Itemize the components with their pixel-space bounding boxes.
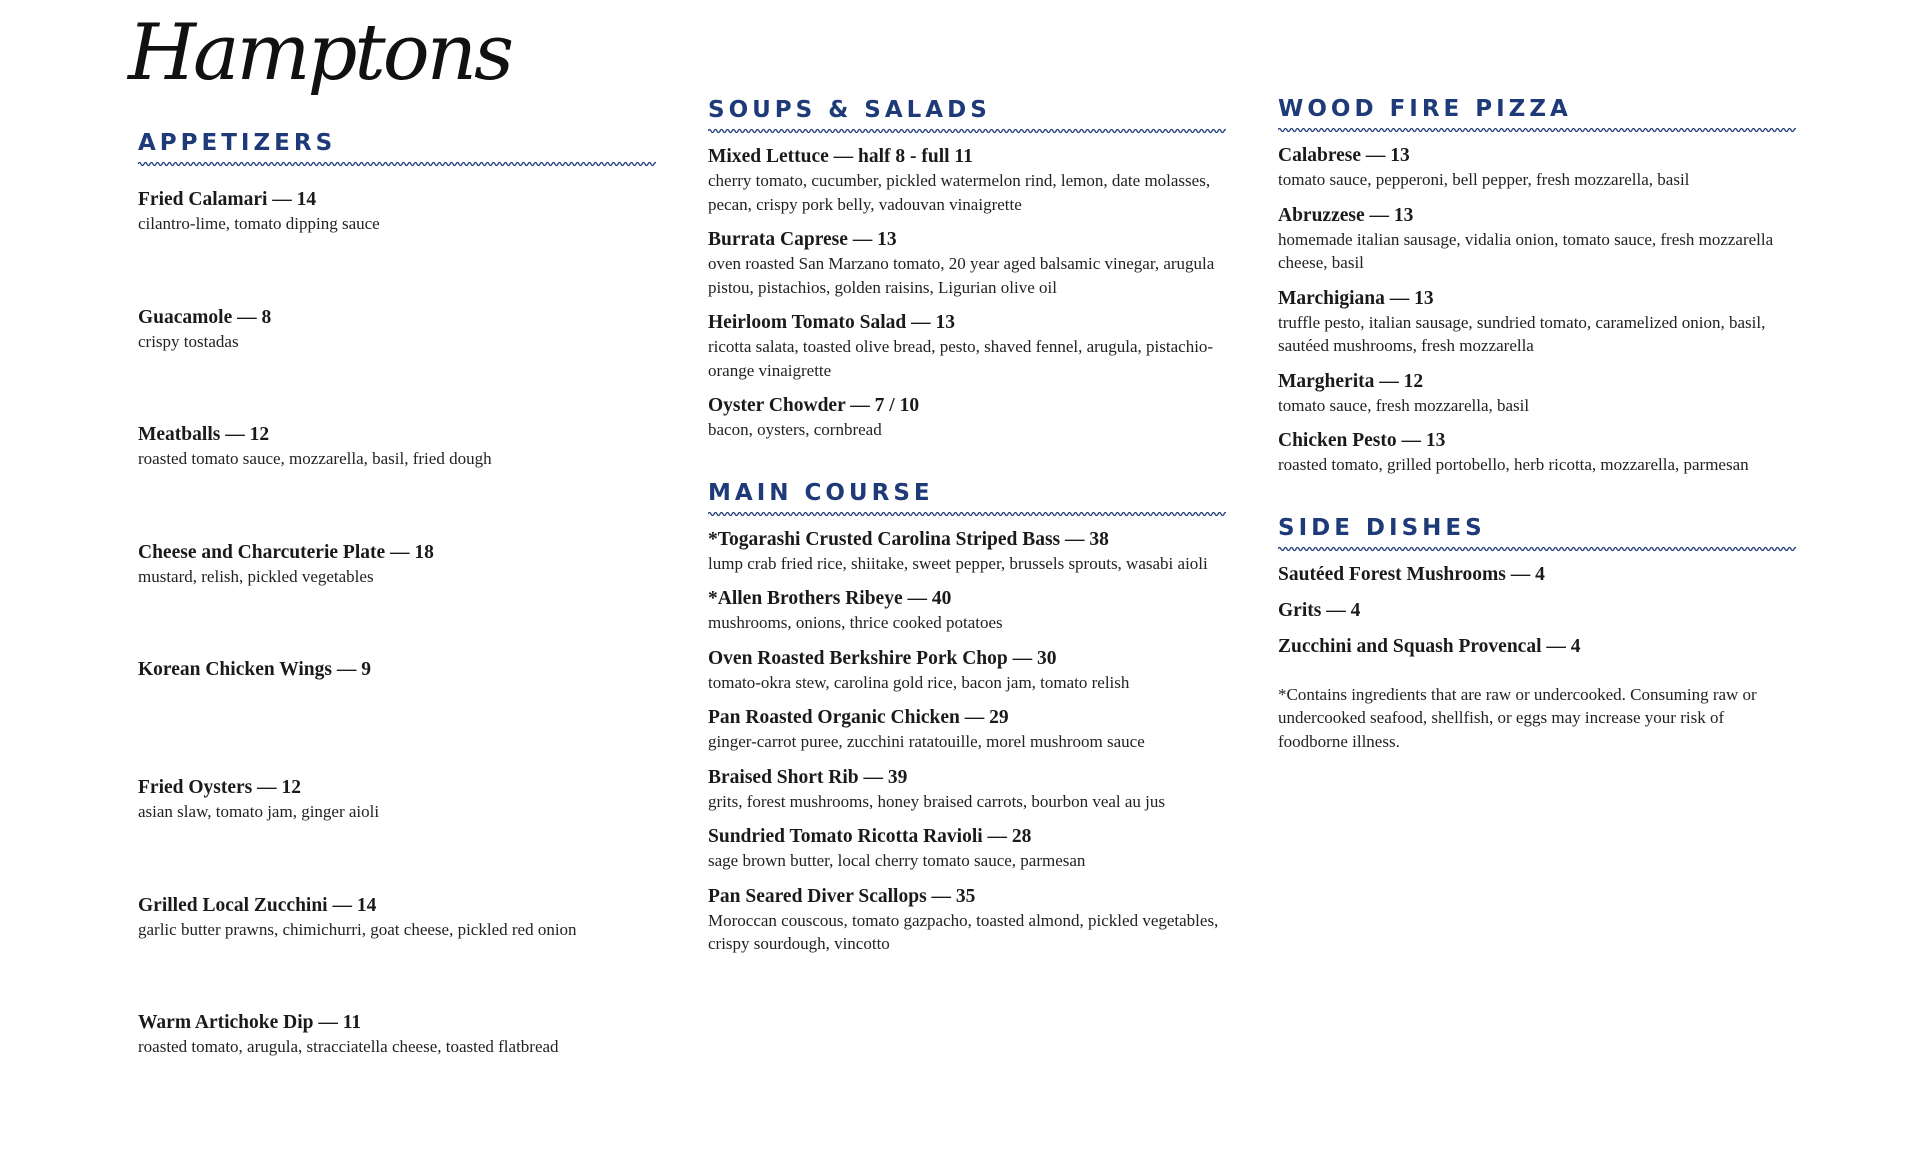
menu-item xyxy=(1278,287,1796,358)
menu-item-name: Grits — 4 xyxy=(1278,599,1361,621)
menu-items xyxy=(708,145,1226,442)
column-middle xyxy=(708,95,1226,968)
menu-item-description: oven roasted San Marzano tomato, 20 year aged balsamic vinegar, arugula pistou, pistachios, golden raisins, Ligurian olive oil xyxy=(708,254,1215,297)
menu-item-name: Sundried Tomato Ricotta Ravioli — 28 xyxy=(708,826,1032,847)
section-main-course xyxy=(708,478,1226,956)
section-pizza xyxy=(1278,94,1796,477)
column-left xyxy=(138,128,656,1129)
section-heading: WOOD FIRE PIZZA xyxy=(1278,96,1572,122)
menu-item-description: roasted tomato, grilled portobello, herb ricotta, mozzarella, parmesan xyxy=(1278,455,1749,474)
menu-item-description: roasted tomato, arugula, stracciatella cheese, toasted flatbread xyxy=(138,1037,559,1057)
restaurant-logo: Hamptons xyxy=(128,8,511,98)
menu-item-name: Fried Oysters — 12 xyxy=(138,776,302,798)
menu-item xyxy=(708,528,1226,576)
menu-item-description: tomato sauce, pepperoni, bell pepper, fresh mozzarella, basil xyxy=(1278,170,1690,189)
menu-item xyxy=(708,587,1226,635)
menu-item-name: Marchigiana — 13 xyxy=(1278,287,1434,309)
menu-item xyxy=(138,423,656,529)
menu-item xyxy=(708,311,1226,382)
menu-item xyxy=(1278,599,1796,623)
menu-item xyxy=(708,394,1226,442)
menu-item xyxy=(708,825,1226,873)
wavy-divider xyxy=(708,127,1226,135)
menu-item xyxy=(138,1011,656,1117)
menu-item-name: Pan Seared Diver Scallops — 35 xyxy=(708,885,976,907)
menu-items xyxy=(1278,144,1796,477)
menu-items xyxy=(138,188,656,1117)
menu-item xyxy=(138,188,656,294)
wavy-divider-line xyxy=(1278,547,1796,550)
menu-item-description: tomato-okra stew, carolina gold rice, bacon jam, tomato relish xyxy=(708,672,1130,692)
wavy-divider xyxy=(708,510,1226,518)
menu-item xyxy=(1278,429,1796,477)
menu-item-description: roasted tomato sauce, mozzarella, basil, fried dough xyxy=(138,449,492,469)
section-heading: SIDE DISHES xyxy=(1278,514,1486,541)
menu-item xyxy=(138,306,656,412)
menu-item-name: Heirloom Tomato Salad — 13 xyxy=(708,312,956,333)
wavy-divider-line xyxy=(1278,129,1796,132)
menu-item-description: crispy tostadas xyxy=(138,331,239,351)
menu-item-name: Cheese and Charcuterie Plate — 18 xyxy=(138,541,434,563)
menu-item xyxy=(138,658,656,764)
wavy-divider-line xyxy=(708,512,1226,515)
menu-item-description: truffle pesto, italian sausage, sundried tomato, caramelized onion, basil, sautéed mushrooms, fresh mozzarella xyxy=(1278,312,1766,355)
menu-item-name: Margherita — 12 xyxy=(1278,370,1424,392)
menu-item xyxy=(708,228,1226,299)
menu-item xyxy=(138,541,656,647)
wavy-divider xyxy=(1278,126,1796,134)
section-heading: APPETIZERS xyxy=(138,130,337,156)
menu-item-description: cherry tomato, cucumber, pickled watermelon rind, lemon, date molasses, pecan, crispy pork belly, vadouvan vinaigrette xyxy=(708,171,1211,214)
section-heading: SOUPS & SALADS xyxy=(708,97,991,123)
menu-item-description: ginger-carrot puree, zucchini ratatouille, morel mushroom sauce xyxy=(708,732,1145,751)
menu-item xyxy=(138,776,656,882)
menu-item xyxy=(138,894,656,1000)
column-right xyxy=(1278,94,1796,753)
menu-item-description: tomato sauce, fresh mozzarella, basil xyxy=(1278,395,1530,415)
wavy-divider xyxy=(1278,545,1796,553)
menu-item-name: Warm Artichoke Dip — 11 xyxy=(138,1012,362,1034)
menu-item-name: Zucchini and Squash Provencal — 4 xyxy=(1278,635,1581,657)
menu-item-description: sage brown butter, local cherry tomato sauce, parmesan xyxy=(708,851,1086,870)
menu-item-name: Korean Chicken Wings — 9 xyxy=(138,659,371,681)
menu-item xyxy=(1278,370,1796,418)
menu-item xyxy=(708,885,1226,956)
menu-item-description: homemade italian sausage, vidalia onion, tomato sauce, fresh mozzarella cheese, basil xyxy=(1278,229,1774,272)
menu-item xyxy=(708,145,1226,216)
menu-item-name: Sautéed Forest Mushrooms — 4 xyxy=(1278,563,1545,585)
menu-item-name: Fried Calamari — 14 xyxy=(138,189,317,210)
menu-item xyxy=(1278,204,1796,275)
menu-item-description: Moroccan couscous, tomato gazpacho, toasted almond, pickled vegetables, crispy sourdough, vincotto xyxy=(708,910,1219,953)
menu-item-description: lump crab fried rice, shiitake, sweet pepper, brussels sprouts, wasabi aioli xyxy=(708,553,1208,573)
menu-items xyxy=(708,528,1226,956)
menu-item xyxy=(1278,635,1796,659)
menu-item-name: Braised Short Rib — 39 xyxy=(708,766,908,788)
menu-item-name: Oven Roasted Berkshire Pork Chop — 30 xyxy=(708,647,1057,669)
wavy-divider-line xyxy=(138,163,656,166)
menu-item-description: mushrooms, onions, thrice cooked potatoes xyxy=(708,613,1003,632)
menu-item-description: mustard, relish, pickled vegetables xyxy=(138,566,374,586)
section-side-dishes xyxy=(1278,513,1796,659)
menu-item-name: Oyster Chowder — 7 / 10 xyxy=(708,395,920,416)
menu-item-name: Mixed Lettuce — half 8 - full 11 xyxy=(708,146,973,167)
menu-item-name: Guacamole — 8 xyxy=(138,306,272,328)
raw-food-disclaimer: *Contains ingredients that are raw or undercooked. Consuming raw or undercooked seafood, shellfish, or eggs may increase your risk of foodborne illness. xyxy=(1278,684,1757,751)
menu-item-description: garlic butter prawns, chimichurri, goat cheese, pickled red onion xyxy=(138,919,577,939)
menu-item-description: cilantro-lime, tomato dipping sauce xyxy=(138,214,380,233)
menu-item-name: Pan Roasted Organic Chicken — 29 xyxy=(708,707,1009,728)
menu-item xyxy=(708,647,1226,695)
menu-item-name: Burrata Caprese — 13 xyxy=(708,229,897,250)
menu-item-name: Calabrese — 13 xyxy=(1278,145,1410,166)
section-heading: MAIN COURSE xyxy=(708,479,934,506)
section-appetizers xyxy=(138,128,656,1117)
menu-item xyxy=(1278,563,1796,587)
menu-item-name: Grilled Local Zucchini — 14 xyxy=(138,894,377,916)
wavy-divider-line xyxy=(708,130,1226,133)
menu-item xyxy=(708,766,1226,814)
menu-item-description: grits, forest mushrooms, honey braised carrots, bourbon veal au jus xyxy=(708,791,1166,811)
menu-item-name: *Allen Brothers Ribeye — 40 xyxy=(708,588,952,609)
menu-item-description: ricotta salata, toasted olive bread, pesto, shaved fennel, arugula, pistachio-orange vinaigrette xyxy=(708,337,1214,380)
menu-item-name: Meatballs — 12 xyxy=(138,424,270,446)
menu-item-description: bacon, oysters, cornbread xyxy=(708,420,882,439)
menu-item-name: *Togarashi Crusted Carolina Striped Bass — 38 xyxy=(708,528,1109,550)
menu-item-name: Abruzzese — 13 xyxy=(1278,204,1414,226)
menu-item-description: asian slaw, tomato jam, ginger aioli xyxy=(138,801,380,821)
section-soups-salads xyxy=(708,95,1226,442)
wavy-divider xyxy=(138,160,656,168)
menu-items xyxy=(1278,563,1796,659)
menu-item-name: Chicken Pesto — 13 xyxy=(1278,430,1446,451)
menu-item xyxy=(1278,144,1796,192)
menu-item xyxy=(708,706,1226,754)
